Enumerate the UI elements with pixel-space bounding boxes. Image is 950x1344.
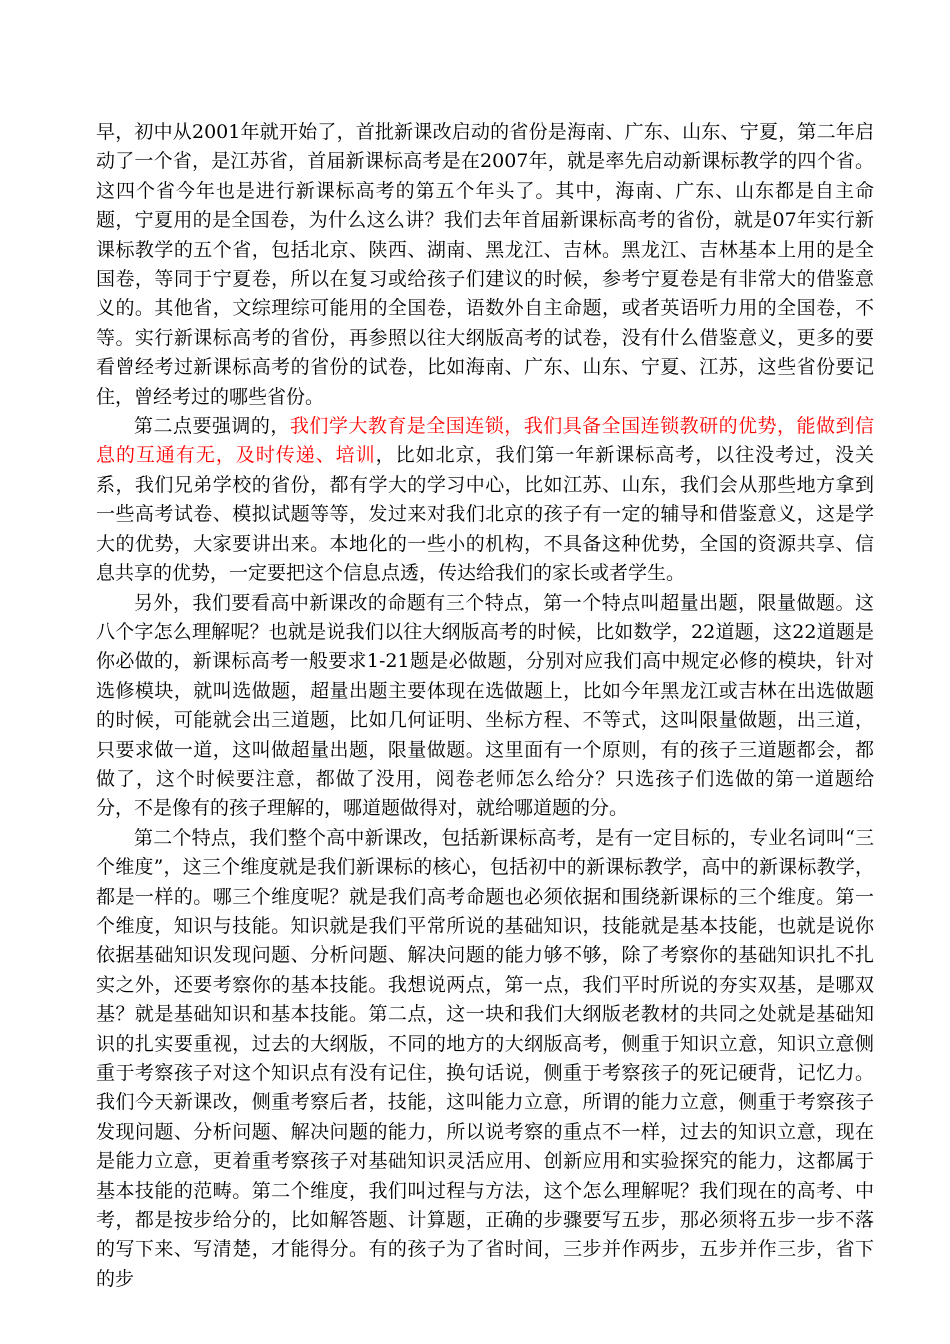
paragraph-2-lead: 第二点要强调的， <box>134 415 290 438</box>
document-body <box>96 118 874 1294</box>
paragraph-2-rest: ，比如北京，我们第一年新课标高考，以往没考过，没关系，我们兄弟学校的省份，都有学大的学习中心，比如江苏、山东，我们会从那些地方拿到一些高考试卷、模拟试题等等，发过来对我们北京的孩子有一定的辅导和借鉴意义，这是学大的优势，大家要讲出来。本地化的一些小的机构，不具备这种优势，全国的资源共享、信息共享的优势，一定要把这个信息点透，传达给我们的家长或者学生。 <box>96 444 874 585</box>
paragraph-4: 第二个特点，我们整个高中新课改，包括新课标高考，是有一定目标的，专业名词叫“三个维度”，这三个维度就是我们新课标的核心，包括初中的新课标教学，高中的新课标教学，都是一样的。哪三个维度呢？就是我们高考命题也必须依据和围绕新课标的三个维度。第一个维度，知识与技能。知识就是我们平常所说的基础知识，技能就是基本技能，也就是说你依据基础知识发现问题、分析问题、解决问题的能力够不够，除了考察你的基础知识扎不扎实之外，还要考察你的基本技能。我想说两点，第一点，我们平时所说的夯实双基，是哪双基？就是基础知识和基本技能。第二点，这一块和我们大纲版老教材的共同之处就是基础知识的扎实要重视，过去的大纲版，不同的地方的大纲版高考，侧重于知识立意，知识立意侧重于考察孩子对这个知识点有没有记住，换句话说，侧重于考察孩子的死记硬背，记忆力。我们今天新课改，侧重考察后者，技能，这叫能力立意，所谓的能力立意，侧重于考察孩子发现问题、分析问题、解决问题的能力，所以说考察的重点不一样，过去的知识立意，现在是能力立意，更着重考察孩子对基础知识灵活应用、创新应用和实验探究的能力，这都属于基本技能的范畴。第二个维度，我们叫过程与方法，这个怎么理解呢？我们现在的高考、中考，都是按步给分的，比如解答题、计算题，正确的步骤要写五步，那必须将五步一步不落的写下来、写清楚，才能得分。有的孩子为了省时间，三步并作两步，五步并作三步，省下的步 <box>96 826 874 1290</box>
paragraph-3: 另外，我们要看高中新课改的命题有三个特点，第一个特点叫超量出题，限量做题。这八个字怎么理解呢？也就是说我们以往大纲版高考的时候，比如数学，22道题，这22道题是你必做的，新课标高考一般要求1-21题是必做题，分别对应我们高中规定必修的模块，针对选修模块，就叫选做题，超量出题主要体现在选做题上，比如今年黑龙江或吉林在出选做题的时候，可能就会出三道题，比如几何证明、坐标方程、不等式，这叫限量做题，出三道，只要求做一道，这叫做超量出题，限量做题。这里面有一个原则，有的孩子三道题都会，都做了，这个时候要注意，都做了没用，阅卷老师怎么给分？只选孩子们选做的第一道题给分，不是像有的孩子理解的，哪道题做得对，就给哪道题的分。 <box>96 591 874 820</box>
paragraph-1: 早，初中从2001年就开始了，首批新课改启动的省份是海南、广东、山东、宁夏，第二年启动了一个省，是江苏省，首届新课标高考是在2007年，就是率先启动新课标教学的四个省。这四个省今年也是进行新课标高考的第五个年头了。其中，海南、广东、山东都是自主命题，宁夏用的是全国卷，为什么这么讲？我们去年首届新课标高考的省份，就是07年实行新课标教学的五个省，包括北京、陕西、湖南、黑龙江、吉林。黑龙江、吉林基本上用的是全国卷，等同于宁夏卷，所以在复习或给孩子们建议的时候，参考宁夏卷是有非常大的借鉴意义的。其他省，文综理综可能用的全国卷，语数外自主命题，或者英语听力用的全国卷，不等。实行新课标高考的省份，再参照以往大纲版高考的试卷，没有什么借鉴意义，更多的要看曾经考过新课标高考的省份的试卷，比如海南、广东、山东、宁夏、江苏，这些省份要记住，曾经考过的哪些省份。 <box>96 121 874 408</box>
paragraph-2 <box>96 412 874 588</box>
paragraph-2-highlight: 我们学大教育是全国连锁，我们具备全国连锁教研的优势，能做到信息的互通有无，及时传递、培训 <box>96 415 874 467</box>
